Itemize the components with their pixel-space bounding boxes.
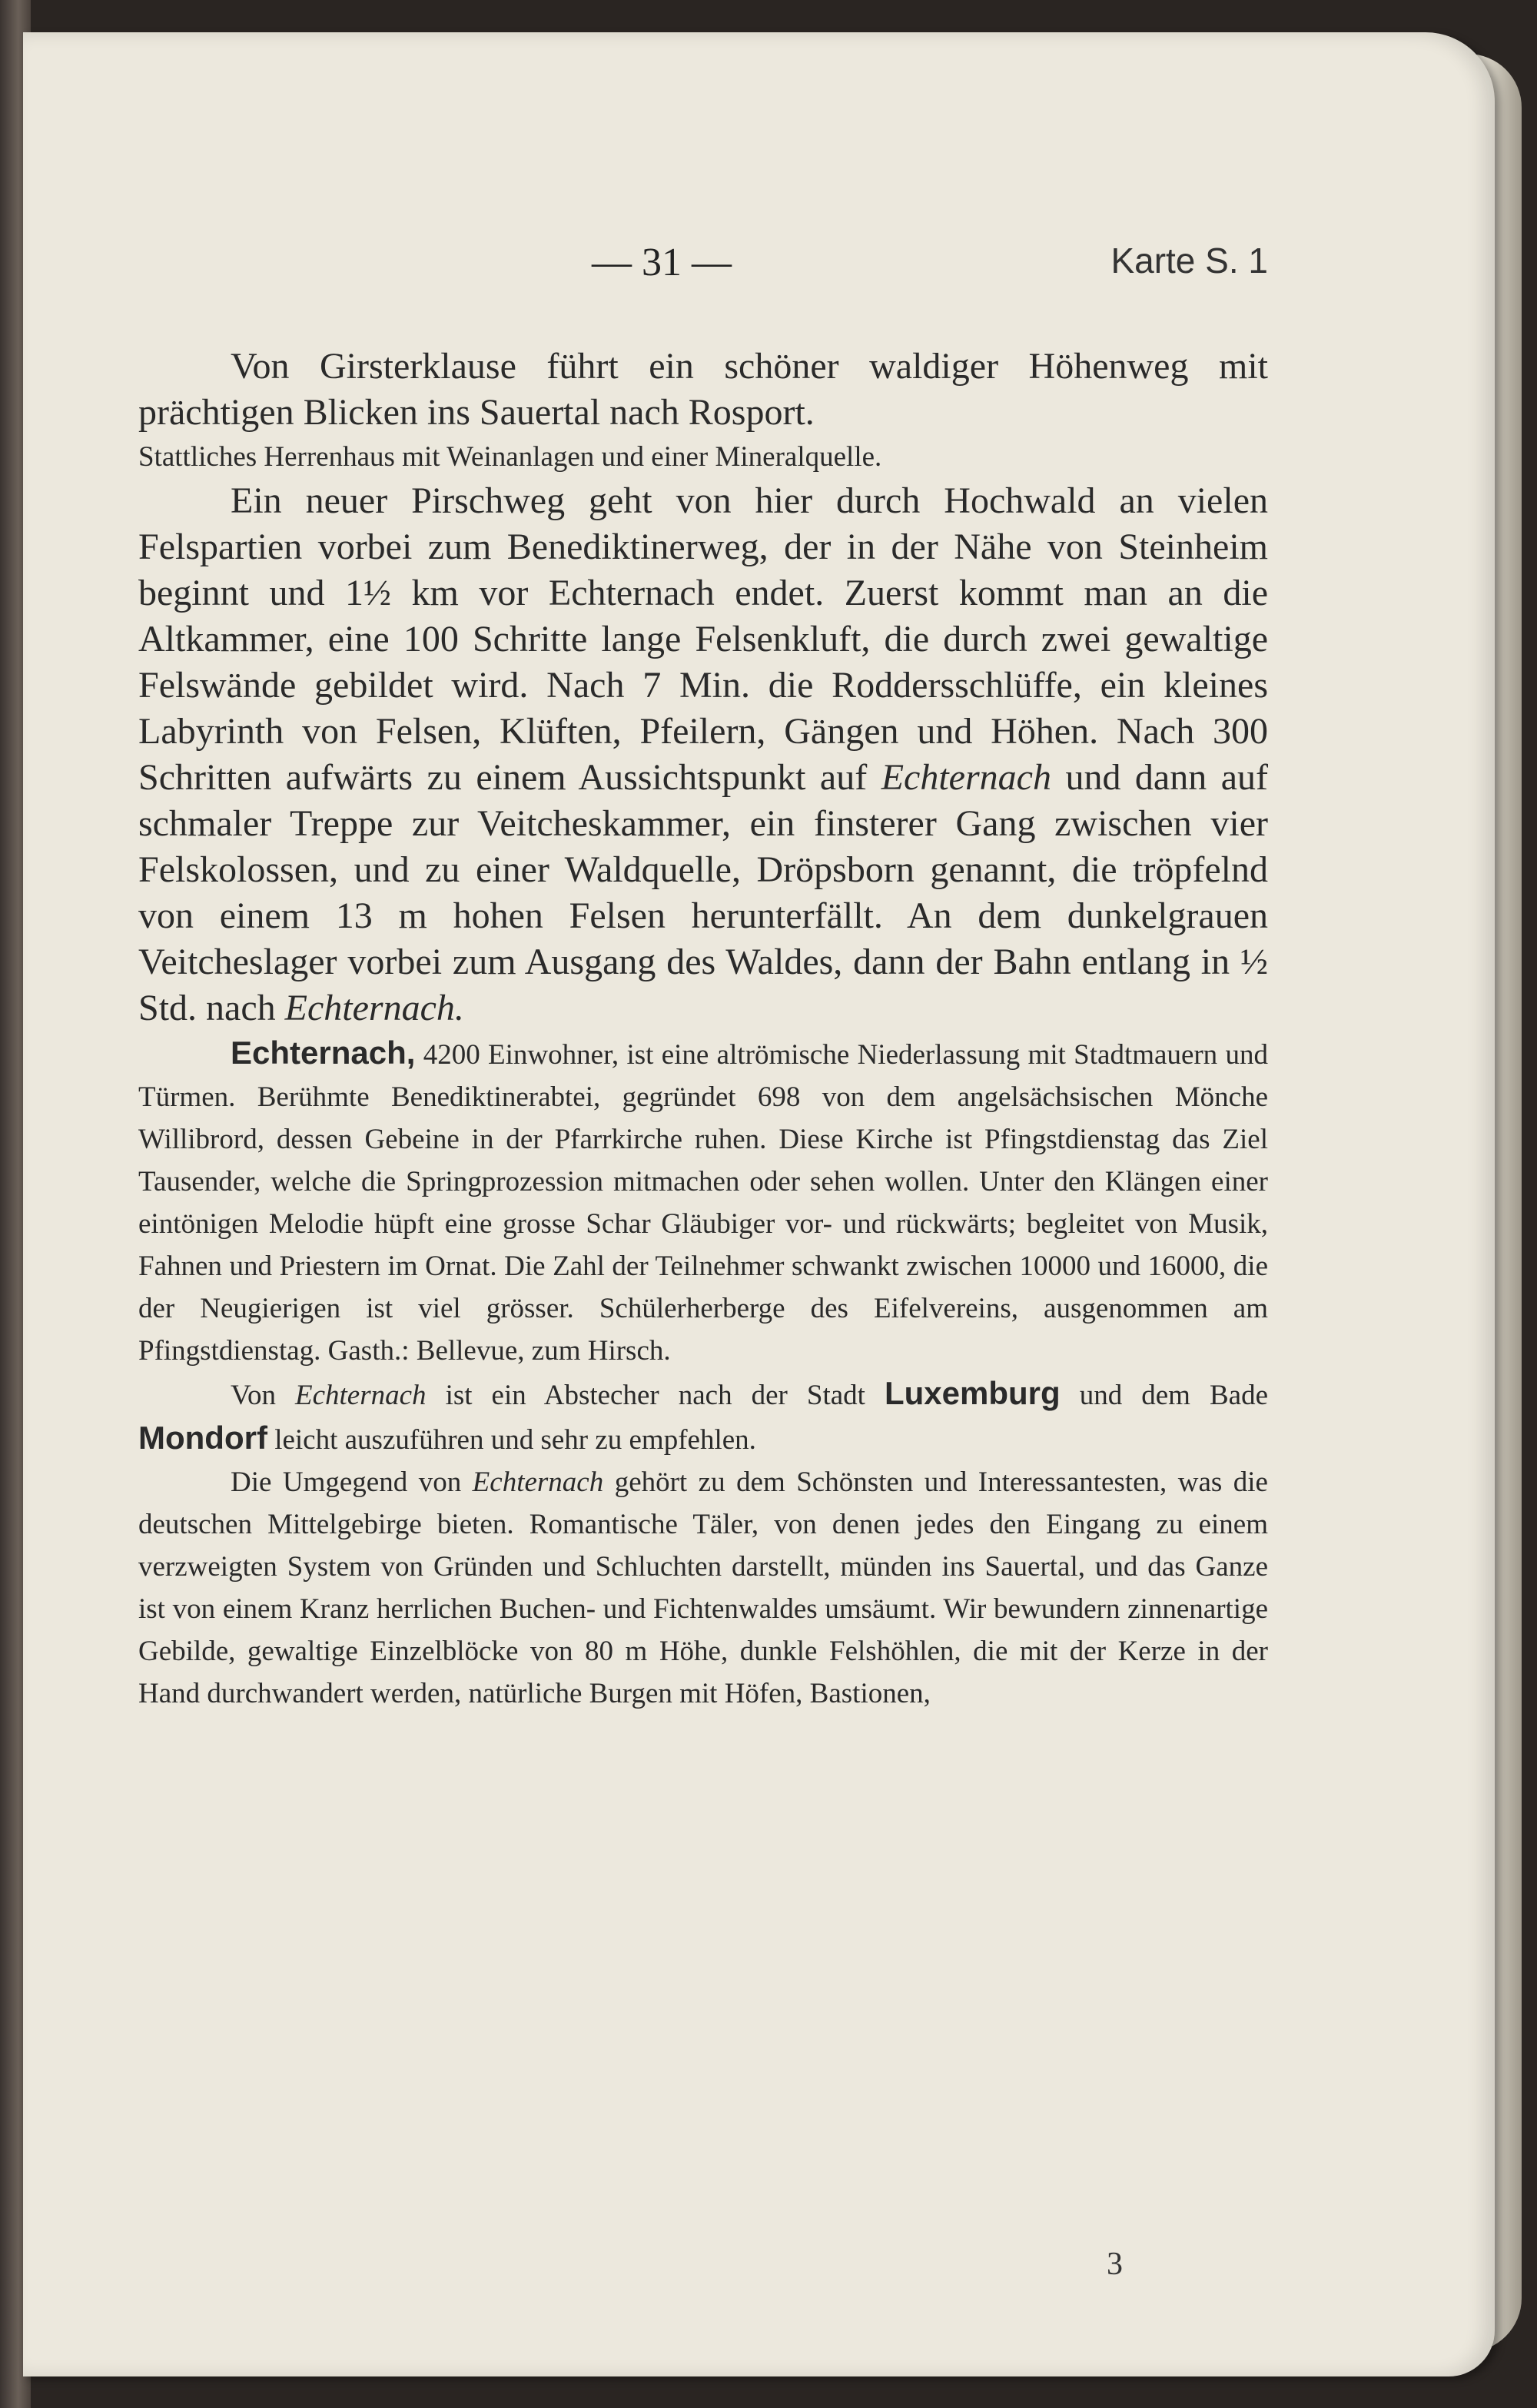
paragraph-text: Von	[231, 1380, 276, 1411]
paragraph-text: gehört zu dem Schönsten und Interessantesten, was die deutschen Mittelgebirge bieten. Romantische Täler, von denen jedes den Eingang zu einem verzweigten System von Gründen und Schluchten darstellt, münden ins Sauertal, und das Ganze ist von einem Kranz herrlichen Buchen- und Fichtenwaldes umsäumt. Wir bewundern zinnenartige Gebilde, gewaltige Einzelblöcke von 80 m Höhe, dunkle Felshöhlen, die mit der Kerze in der Hand durchwandert werden, natürliche Burgen mit Höfen, Bastionen,	[138, 1466, 1268, 1709]
paragraph-herrenhaus	[138, 436, 1268, 478]
signature-mark: 3	[1107, 2247, 1123, 2282]
place-bold: Luxemburg	[885, 1375, 1061, 1411]
paragraph-luxemburg	[138, 1372, 1268, 1461]
book-page	[23, 32, 1495, 2376]
paragraph-text: leicht auszuführen und sehr zu empfehlen.	[274, 1424, 756, 1456]
place-name: Echternach	[472, 1466, 604, 1498]
paragraph-text: und dem Bade	[1079, 1380, 1269, 1411]
paragraph-text: Die Umgegend von	[231, 1466, 462, 1498]
paragraph-text: Von Girsterklause führt ein schöner waldiger Höhenweg mit prächtigen Blicken ins Sauertal nach Rosport.	[138, 346, 1268, 433]
paragraph-text: 4200 Einwohner, ist eine altrömische Niederlassung mit Stadtmauern und Türmen. Berühmte Benediktinerabtei, gegründet 698 von dem angelsächsischen Mönche Willibrord, dessen Gebeine in der Pfarrkirche ruhen. Diese Kirche ist Pfingstdienstag das Ziel Tausender, welche die Springprozession mitmachen oder sehen wollen. Unter den Klängen einer eintönigen Melodie hüpft eine grosse Schar Gläubiger vor- und rückwärts; begleitet von Musik, Fahnen und Priestern im Ornat. Die Zahl der Teilnehmer schwankt zwischen 10000 und 16000, die der Neugierigen ist viel grösser. Schülerherberge des Eifelvereins, ausgenommen am Pfingstdienstag. Gasth.: Bellevue, zum Hirsch.	[138, 1039, 1268, 1367]
place-name: Echternach.	[284, 988, 464, 1028]
paragraph-text: und dann auf schmaler Treppe zur Veitcheskammer, ein finsterer Gang zwischen vier Felskolossen, und zu einer Waldquelle, Dröpsborn genannt, die tröpfelnd von einem 13 m hohen Felsen herunterfällt. An dem dunkelgrauen Veitcheslager vorbei zum Ausgang des Waldes, dann der Bahn entlang in ½ Std. nach	[138, 757, 1268, 1028]
page-body	[138, 344, 1268, 1715]
paragraph-echternach	[138, 1031, 1268, 1372]
running-header	[138, 240, 1268, 301]
place-bold: Mondorf	[138, 1420, 267, 1456]
map-reference: Karte S. 1	[1110, 241, 1268, 281]
paragraph-text: Stattliches Herrenhaus mit Weinanlagen und einer Mineralquelle.	[138, 441, 882, 473]
paragraph-text: ist ein Abstecher nach der Stadt	[445, 1380, 865, 1411]
entry-heading: Echternach,	[231, 1035, 416, 1071]
paragraph-girsterklause	[138, 344, 1268, 436]
page-number: — 31 —	[592, 241, 732, 284]
place-name: Echternach	[881, 757, 1051, 798]
place-name: Echternach	[294, 1380, 427, 1411]
paragraph-umgegend	[138, 1461, 1268, 1715]
paragraph-pirschweg	[138, 478, 1268, 1031]
paragraph-text: Ein neuer Pirschweg geht von hier durch Hochwald an vielen Felspartien vorbei zum Benediktinerweg, der in der Nähe von Steinheim beginnt und 1½ km vor Echternach endet. Zuerst kommt man an die Altkammer, eine 100 Schritte lange Felsenkluft, die durch zwei gewaltige Felswände gebildet wird. Nach 7 Min. die Roddersschlüffe, ein kleines Labyrinth von Felsen, Klüften, Pfeilern, Gängen und Höhen. Nach 300 Schritten aufwärts zu einem Aussichtspunkt auf	[138, 480, 1268, 798]
